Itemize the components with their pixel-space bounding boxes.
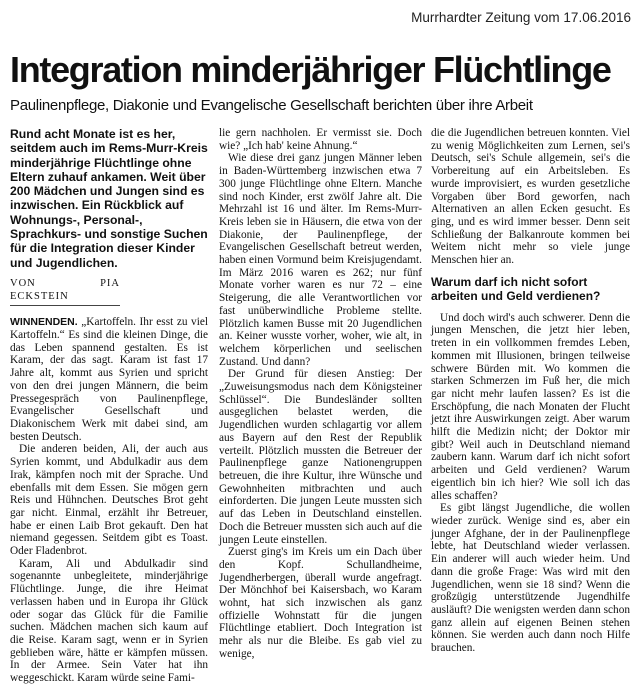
paragraph: Und doch wird's auch schwerer. Denn die jungen Menschen, die jetzt hier leben, treten in ein vollkommen fremdes Leben, kommen mit Illusionen, bringen teilweise schwere Bürden mit. Wo kommen die starken Schmerzen im Fuß her, die mich gar nicht mehr laufen lassen? Es ist die Erschöpfung, die nach Monaten der Flucht jetzt ihre Auswirkungen zeigt. Aber warum hilft die Medizin nicht; der Doktor mir gibt? Weil auch in Deutschland niemand zaubern kann. Warum darf ich nicht sofort arbeiten und Geld verdienen? Warum eigentlich bin ich hier? Wie soll ich das alles schaffen? (431, 311, 630, 502)
byline: VON PIA ECKSTEIN (10, 278, 120, 306)
newspaper-source: Murrhardter Zeitung vom 17.06.2016 (411, 10, 631, 25)
paragraph: Die anderen beiden, Ali, der auch aus Syrien kommt, und Abdulkadir aus dem Irak, kämpfen noch mit der Sprache. Und ebenfalls mit dem Essen. Sie mögen gern Reis und Hühnchen. Deutsches Brot geht gar nicht. Einmal, erzählt ihr Betreuer, habe er einen Laib Brot gekauft. Den hat niemand gegessen. Seitdem gibt es Toast. Oder Fladenbrot. (10, 443, 208, 558)
article-intro: Rund acht Monate ist es her, seitdem auch im Rems-Murr-Kreis minderjährige Flüchtlinge ohne Eltern zuhauf ankamen. Weit über 200 Mädchen und Jungen sind es inzwischen. Ein Rückblick auf Wohnungs-, Personal-, Sprachkurs- und sonstige Suchen für die Integration dieser Kinder und Jugendlichen. (10, 127, 208, 270)
article-column-2 (219, 127, 422, 661)
dateline: WINNENDEN. (10, 316, 78, 329)
article-column-3 (431, 127, 630, 655)
paragraph: lie gern nachholen. Er vermisst sie. Doch wie? „Ich hab' keine Ahnung.“ (219, 127, 422, 152)
paragraph: Es gibt längst Jugendliche, die wollen wieder zurück. Wenige sind es, aber ein junger Afghane, der in der Paulinenpflege lebte, hat Deutschland wieder verlassen. Ein anderer will auch wieder heim. Und dann die große Frage: Was wird mit den Jugendlichen, wenn sie 18 sind? Wenn die großzügig unterstützende Jugendhilfe ausläuft? Die wenigsten werden dann schon ganz allein auf eigenen Beinen stehen können. Sie werden auch dann noch Hilfe brauchen. (431, 502, 630, 655)
article-subheadline: Paulinenpflege, Diakonie und Evangelische Gesellschaft berichten über ihre Arbeit (10, 97, 533, 114)
paragraph-text: „Kartoffeln. Ihr esst zu viel Kartoffeln.“ Es sind die kleinen Dinge, die das Leben spannend gestalten. Es ist Karam, der das sagt. Karam ist fast 17 Jahre alt, kommt aus Syrien und spricht von den drei jungen Männern, die beim Pressegespräch von Paulinenpflege, Evangelischer Gesellschaft und Diakonischem Werk mit dabei sind, am besten Deutsch. (10, 316, 209, 443)
paragraph: die die Jugendlichen betreuen konnten. Viel zu wenig Möglichkeiten zum Lernen, sei's Deutsch, sei's Schule allgemein, sei's die Vorbereitung auf ein Arbeitsleben. Es wurde improvisiert, es wurden gesetzliche Vorgaben über Bord geworfen, nach Alternativen an allen Ecken gesucht. Es ging, und es wird immer besser. Denn seit Schließung der Balkanroute kommen bei Weitem nicht mehr so viele junge Menschen hier an. (431, 127, 630, 267)
paragraph: Karam, Ali und Abdulkadir sind sogenannte unbegleitete, minderjährige Flüchtlinge. Junge, die ihre Heimat verlassen haben und in Europa ihr Glück oder sogar das Glück für die Familie suchen. Mädchen machen sich kaum auf die Reise. Karam sagt, wenn er in Syrien geblieben wäre, hätte er kämpfen müssen. In der Armee. Sein Vater hat ihn weggeschickt. Karam würde seine Fami- (10, 557, 208, 685)
article-column-1 (10, 127, 208, 685)
paragraph (10, 316, 208, 443)
article-headline: Integration minderjähriger Flüchtlinge (10, 49, 611, 90)
section-subheading: Warum darf ich nicht sofort arbeiten und Geld verdienen? (431, 274, 601, 304)
paragraph: Der Grund für diesen Anstieg: Der „Zuweisungsmodus nach dem Königsteiner Schlüssel“. Die Bundesländer sollten ausgeglichen belastet werden, die Jugendlichen wurden schlagartig vor allem aus Bayern auf den Rest der Republik verteilt. Plötzlich mussten die Betreuer der Paulinenpflege ganze Nationengruppen betreuen, die ihre Kultur, ihre Wünsche und Gewohnheiten mitbrachten und auch einforderten. Die jungen Leute mussten sich auf das Leben in Deutschland einstellen. Doch die Betreuer mussten sich auch auf die jungen Leute einstellen. (219, 368, 422, 546)
paragraph: Zuerst ging's im Kreis um ein Dach über den Kopf. Schullandheime, Jugendherbergen, überall wurde angefragt. Der Mönchhof bei Kaisersbach, wo Karam wohnt, hat sich inzwischen als ganz offizielle Wohnstatt für die jungen Flüchtlinge etabliert. Doch Integration ist mehr als nur die Bleibe. Es gab viel zu wenige, (219, 546, 422, 660)
paragraph: Wie diese drei ganz jungen Männer leben in Baden-Württemberg inzwischen etwa 7 300 junge Flüchtlinge ohne Eltern. Manche sind noch Kinder, erst zwölf Jahre alt. Die Mehrzahl ist 16 und älter. Im Rems-Murr-Kreis leben sie in Häusern, die etwa von der Diakonie, der Paulinenpflege, der Evangelischen Gesellschaft betreut werden, haben einen Vormund beim Kreisjugendamt. Im März 2016 waren es 262; nur fünf Monate vorher waren es nur 72 – eine Steigerung, die alle Verantwortlichen vor fast unüberwindliche Probleme stellte. Plötzlich kamen Busse mit 20 Jugendlichen an. Keiner wusste vorher, woher, wie alt, in welchem körperlichen und seelischen Zustand. Und dann? (219, 152, 422, 368)
